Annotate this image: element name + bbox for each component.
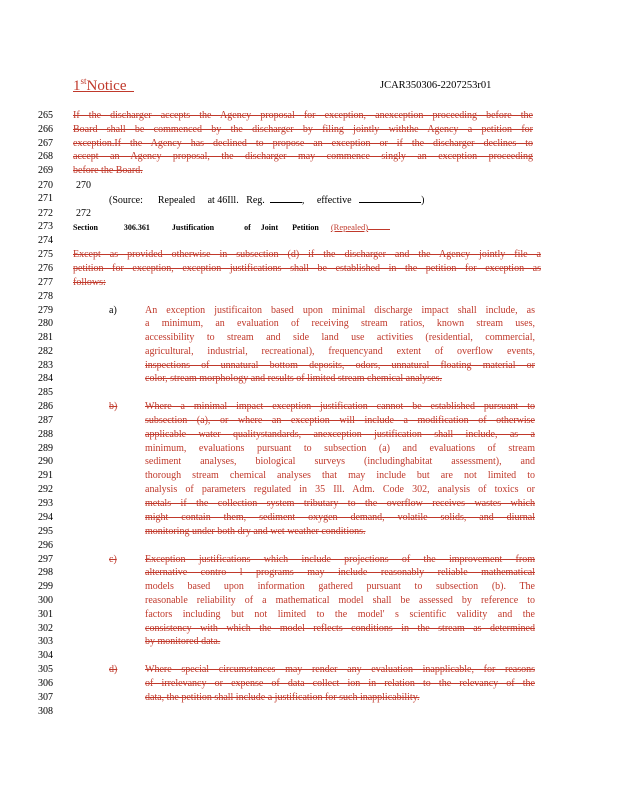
text-line: might contain them, sediment oxygen demand, volatile solids, and diurnal [145, 512, 535, 523]
line-number: 267 [38, 138, 53, 149]
notice-header [73, 76, 134, 95]
source-reg: Reg. [246, 195, 265, 206]
section-title-3: Joint [260, 223, 279, 232]
inline-line-270: 270 [76, 180, 91, 191]
text-line: follows: [73, 277, 106, 288]
jcar-code: JCAR350306-2207253r01 [380, 80, 492, 91]
line-number: 278 [38, 291, 53, 302]
line-number: 283 [38, 360, 53, 371]
text-line: data, the petition shall include a justification for such inapplicability. [145, 692, 420, 703]
inline-line-272: 272 [76, 208, 91, 219]
text-line: accessibility to stream and side land use activities (residential, commercial, [145, 332, 535, 343]
notice-word: Notice [86, 78, 127, 94]
line-number: 308 [38, 706, 53, 717]
line-number: 300 [38, 595, 53, 606]
line-number: 270 [38, 180, 53, 191]
section-heading [73, 221, 390, 234]
source-status: Repealed [157, 195, 196, 206]
text-line: a minimum, an evaluation of receiving stream ratios, known stream uses, [145, 318, 535, 329]
line-number: 284 [38, 373, 53, 384]
text-line: Board shall be commenced by the discharger by filing jointly withthe Agency a petition for [73, 124, 533, 135]
line-number: 302 [38, 623, 53, 634]
text-line: petition for exception, exception justifications shall be established in the petition for exception as [73, 263, 541, 274]
item-letter-a: a) [109, 305, 117, 316]
text-line: agricultural, industrial, recreational), frequencyand extent of overflow events, [145, 346, 535, 357]
line-number: 271 [38, 193, 53, 204]
item-letter-b: b) [109, 401, 118, 412]
line-number: 277 [38, 277, 53, 288]
text-line: An exception justificaiton based upon minimal discharge impact shall include, as [145, 305, 535, 316]
source-note [109, 193, 424, 207]
text-line: accept an Agency proposal, the discharger may commence singly an exception proceeding [73, 151, 533, 162]
line-number: 279 [38, 305, 53, 316]
text-line: of irrelevancy or expense of data collect ion in relation to the relevancy of the [145, 678, 535, 689]
section-title-2: of [244, 223, 251, 232]
line-number: 298 [38, 567, 53, 578]
text-line: sediment analyses, biological surveys (includinghabitat assessment), and [145, 456, 535, 467]
line-number: 294 [38, 512, 53, 523]
source-close: ) [421, 195, 425, 206]
line-number: 305 [38, 664, 53, 675]
line-number: 281 [38, 332, 53, 343]
section-number: 306.361 [123, 223, 150, 232]
line-number: 282 [38, 346, 53, 357]
source-open: (Source: [109, 195, 143, 206]
line-number: 265 [38, 110, 53, 121]
line-number: 269 [38, 165, 53, 176]
line-number: 299 [38, 581, 53, 592]
line-number: 290 [38, 456, 53, 467]
text-line: before the Board. [73, 165, 143, 176]
text-line: minimum, evaluations pursuant to subsection (a) and evaluations of stream [145, 443, 535, 454]
text-line: factors including but not limited to the model' s scientific validity and the [145, 609, 535, 620]
line-number: 266 [38, 124, 53, 135]
notice-number: 1 [73, 78, 81, 94]
source-effective: effective [316, 195, 352, 206]
line-number: 286 [38, 401, 53, 412]
line-number: 295 [38, 526, 53, 537]
text-line: alternative contro l programs may include reasonably reliable mathematical [145, 567, 535, 578]
line-number: 301 [38, 609, 53, 620]
source-comma: , [301, 195, 305, 206]
text-line: Where special circumstances may render any evaluation inapplicable, for reasons [145, 664, 535, 675]
section-status: (Repealed) [330, 222, 369, 232]
text-line: Except as provided otherwise in subsection (d) if the discharger and the Agency jointly file a [73, 249, 541, 260]
text-line: reasonable reliability of a mathematical model shall be assessed by reference to [145, 595, 535, 606]
section-label: Section [73, 223, 98, 232]
text-line: metals if the collection system tributary to the overflow receives wastes which [145, 498, 535, 509]
line-number: 268 [38, 151, 53, 162]
item-letter-d: d) [109, 664, 118, 675]
text-line: by monitored data. [145, 636, 221, 647]
line-number: 296 [38, 540, 53, 551]
line-number: 303 [38, 636, 53, 647]
line-number: 293 [38, 498, 53, 509]
register-blank [270, 193, 302, 203]
line-number: 274 [38, 235, 53, 246]
text-line: Where a minimal impact exception justification cannot be established pursuant to [145, 401, 535, 412]
line-number: 280 [38, 318, 53, 329]
text-line: thorough stream chemical analyses that may include but are not limited to [145, 470, 535, 481]
line-number: 306 [38, 678, 53, 689]
text-line: color, stream morphology and results of limited stream chemical analyses. [145, 373, 443, 384]
line-number: 275 [38, 249, 53, 260]
text-line: inspections of unnatural bottom deposits, odors, unnatural floating material or [145, 360, 535, 371]
text-line: Exception justifications which include projections of the improvement from [145, 554, 535, 565]
section-title-4: Petition [292, 223, 319, 232]
line-number: 307 [38, 692, 53, 703]
line-number: 272 [38, 208, 53, 219]
source-at: at 46Ill. [207, 195, 239, 206]
line-number: 273 [38, 221, 53, 232]
line-number: 285 [38, 387, 53, 398]
text-line: models based upon information gathered pursuant to subsection (b). The [145, 581, 535, 592]
text-line: analysis of parameters regulated in 35 Ill. Adm. Code 302, analysis of toxics or [145, 484, 535, 495]
line-number: 291 [38, 470, 53, 481]
line-number: 276 [38, 263, 53, 274]
text-line: exception.If the Agency has declined to propose an exception or if the discharger declines to [73, 138, 533, 149]
section-title-1: Justification [171, 223, 215, 232]
line-number: 304 [38, 650, 53, 661]
effective-blank [359, 193, 421, 203]
text-line: If the discharger accepts the Agency proposal for exception, anexception proceeding before the [73, 110, 533, 121]
line-number: 288 [38, 429, 53, 440]
item-letter-c: c) [109, 554, 117, 565]
text-line: consistency with which the model reflects conditions in the stream as determined [145, 623, 535, 634]
line-number: 289 [38, 443, 53, 454]
text-line: monitoring under both dry and wet weather conditions. [145, 526, 366, 537]
line-number: 287 [38, 415, 53, 426]
line-number: 292 [38, 484, 53, 495]
text-line: subsection (a), or where an exception will include a modification of otherwise [145, 415, 535, 426]
text-line: applicable water qualitystandards, anexception justification shall include, as a [145, 429, 535, 440]
line-number: 297 [38, 554, 53, 565]
notice-superscript: st [80, 76, 87, 86]
